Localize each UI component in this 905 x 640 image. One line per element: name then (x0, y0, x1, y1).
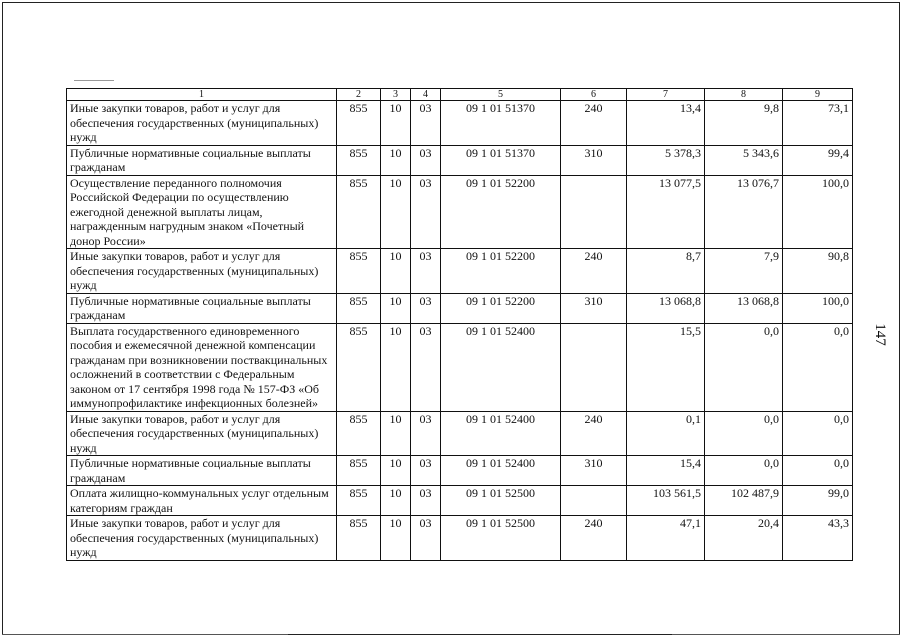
col-header-3: 3 (381, 89, 411, 101)
row-fact: 13 076,7 (705, 175, 783, 249)
row-section: 10 (381, 323, 411, 411)
table-row (67, 249, 853, 294)
row-fact: 5 343,6 (705, 145, 783, 175)
table-row (67, 145, 853, 175)
row-grbs: 855 (337, 145, 381, 175)
table-row (67, 516, 853, 561)
row-plan: 47,1 (627, 516, 705, 561)
row-fact: 0,0 (705, 411, 783, 456)
row-expense-type (561, 323, 627, 411)
row-target-article: 09 1 01 52500 (441, 486, 561, 516)
row-plan: 13 077,5 (627, 175, 705, 249)
col-header-1: 1 (67, 89, 337, 101)
page-number: 147 (871, 323, 888, 346)
row-section: 10 (381, 101, 411, 146)
row-name: Иные закупки товаров, работ и услуг для обеспечения государственных (муниципальных) нужд (67, 249, 337, 294)
row-name: Выплата государственного единовременного пособия и ежемесячной денежной компенсации гражданам при возникновении поствакцинальных осложнений в соответствии с Федеральным законом от 17 сентября 1998 года № 157-ФЗ «Об иммунопрофилактике инфекционных болезней» (67, 323, 337, 411)
row-section: 10 (381, 486, 411, 516)
row-expense-type (561, 175, 627, 249)
row-expense-type: 240 (561, 516, 627, 561)
row-plan: 15,5 (627, 323, 705, 411)
row-section: 10 (381, 175, 411, 249)
row-name: Осуществление переданного полномочия Российской Федерации по осуществлению ежегодной денежной выплаты лицам, награжденным нагрудным знаком «Почетный донор России» (67, 175, 337, 249)
row-grbs: 855 (337, 411, 381, 456)
row-fact: 9,8 (705, 101, 783, 146)
row-expense-type: 240 (561, 411, 627, 456)
col-header-7: 7 (627, 89, 705, 101)
row-subsection: 03 (411, 516, 441, 561)
row-section: 10 (381, 145, 411, 175)
col-header-9: 9 (783, 89, 853, 101)
row-percent: 100,0 (783, 175, 853, 249)
col-header-5: 5 (441, 89, 561, 101)
row-name: Иные закупки товаров, работ и услуг для обеспечения государственных (муниципальных) нужд (67, 516, 337, 561)
row-expense-type: 240 (561, 249, 627, 294)
row-grbs: 855 (337, 516, 381, 561)
table-row (67, 411, 853, 456)
col-header-8: 8 (705, 89, 783, 101)
row-subsection: 03 (411, 293, 441, 323)
row-target-article: 09 1 01 52200 (441, 249, 561, 294)
budget-table (66, 88, 853, 561)
row-section: 10 (381, 411, 411, 456)
row-target-article: 09 1 01 52400 (441, 411, 561, 456)
row-plan: 15,4 (627, 456, 705, 486)
row-subsection: 03 (411, 175, 441, 249)
row-grbs: 855 (337, 486, 381, 516)
row-subsection: 03 (411, 249, 441, 294)
row-plan: 5 378,3 (627, 145, 705, 175)
row-section: 10 (381, 293, 411, 323)
row-subsection: 03 (411, 323, 441, 411)
header-row (67, 89, 853, 101)
bottom-edge-left (2, 634, 288, 635)
scan-artifact-line (74, 80, 114, 81)
row-target-article: 09 1 01 52400 (441, 456, 561, 486)
row-percent: 0,0 (783, 323, 853, 411)
row-fact: 102 487,9 (705, 486, 783, 516)
row-name: Публичные нормативные социальные выплаты гражданам (67, 293, 337, 323)
row-plan: 0,1 (627, 411, 705, 456)
table-row (67, 486, 853, 516)
row-expense-type: 240 (561, 101, 627, 146)
row-grbs: 855 (337, 323, 381, 411)
row-section: 10 (381, 456, 411, 486)
row-grbs: 855 (337, 456, 381, 486)
row-expense-type: 310 (561, 456, 627, 486)
row-grbs: 855 (337, 293, 381, 323)
row-percent: 100,0 (783, 293, 853, 323)
table-row (67, 293, 853, 323)
row-plan: 13,4 (627, 101, 705, 146)
table-row (67, 175, 853, 249)
row-name: Иные закупки товаров, работ и услуг для обеспечения государственных (муниципальных) нужд (67, 101, 337, 146)
row-fact: 20,4 (705, 516, 783, 561)
row-fact: 0,0 (705, 456, 783, 486)
row-fact: 13 068,8 (705, 293, 783, 323)
row-percent: 0,0 (783, 456, 853, 486)
col-header-2: 2 (337, 89, 381, 101)
bottom-edge-right (672, 634, 900, 635)
row-grbs: 855 (337, 249, 381, 294)
row-percent: 90,8 (783, 249, 853, 294)
row-target-article: 09 1 01 52200 (441, 175, 561, 249)
col-header-6: 6 (561, 89, 627, 101)
row-name: Оплата жилищно-коммунальных услуг отдельным категориям граждан (67, 486, 337, 516)
row-section: 10 (381, 516, 411, 561)
row-percent: 43,3 (783, 516, 853, 561)
table-row (67, 456, 853, 486)
table-row (67, 101, 853, 146)
row-subsection: 03 (411, 486, 441, 516)
row-grbs: 855 (337, 175, 381, 249)
row-target-article: 09 1 01 51370 (441, 145, 561, 175)
row-expense-type: 310 (561, 145, 627, 175)
row-subsection: 03 (411, 411, 441, 456)
row-target-article: 09 1 01 52500 (441, 516, 561, 561)
row-plan: 8,7 (627, 249, 705, 294)
row-expense-type: 310 (561, 293, 627, 323)
row-name: Публичные нормативные социальные выплаты гражданам (67, 145, 337, 175)
row-section: 10 (381, 249, 411, 294)
row-percent: 99,0 (783, 486, 853, 516)
row-plan: 103 561,5 (627, 486, 705, 516)
row-subsection: 03 (411, 145, 441, 175)
row-name: Иные закупки товаров, работ и услуг для обеспечения государственных (муниципальных) нужд (67, 411, 337, 456)
row-expense-type (561, 486, 627, 516)
table-row (67, 323, 853, 411)
row-percent: 73,1 (783, 101, 853, 146)
row-percent: 99,4 (783, 145, 853, 175)
row-target-article: 09 1 01 52200 (441, 293, 561, 323)
row-grbs: 855 (337, 101, 381, 146)
row-fact: 0,0 (705, 323, 783, 411)
row-plan: 13 068,8 (627, 293, 705, 323)
row-subsection: 03 (411, 456, 441, 486)
row-name: Публичные нормативные социальные выплаты гражданам (67, 456, 337, 486)
row-fact: 7,9 (705, 249, 783, 294)
row-target-article: 09 1 01 51370 (441, 101, 561, 146)
row-percent: 0,0 (783, 411, 853, 456)
row-target-article: 09 1 01 52400 (441, 323, 561, 411)
row-subsection: 03 (411, 101, 441, 146)
col-header-4: 4 (411, 89, 441, 101)
